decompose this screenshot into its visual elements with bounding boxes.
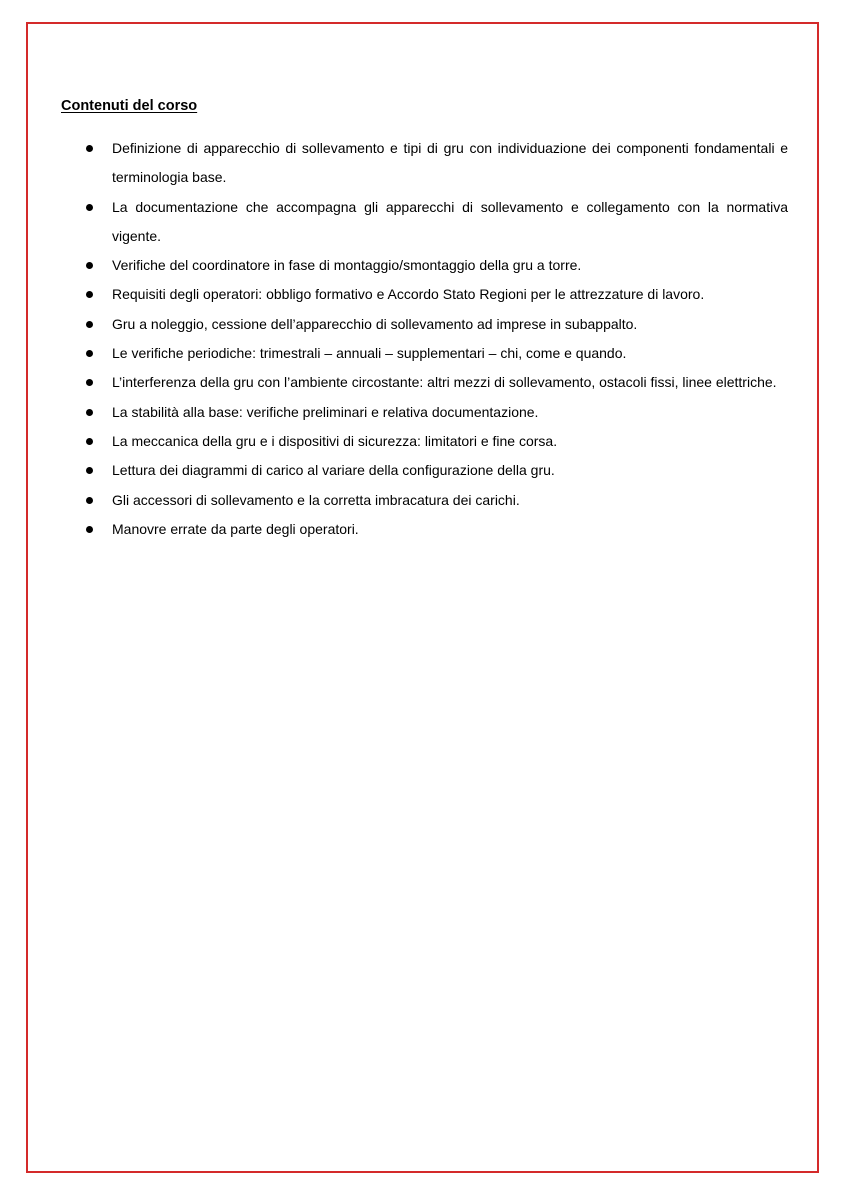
bullet-icon [86, 409, 93, 416]
list-item [83, 398, 788, 427]
course-contents-list [83, 134, 788, 544]
bullet-icon [86, 350, 93, 357]
list-item-text: La documentazione che accompagna gli apparecchi di sollevamento e collegamento con la normativa vigente. [112, 198, 788, 244]
bullet-icon [86, 321, 93, 328]
list-item-text: Lettura dei diagrammi di carico al variare della configurazione della gru. [112, 462, 555, 479]
bullet-icon [86, 497, 93, 504]
list-item [83, 368, 788, 397]
list-item [83, 310, 788, 339]
list-item [83, 193, 788, 252]
list-item-text: Manovre errate da parte degli operatori. [112, 520, 359, 537]
bullet-icon [86, 204, 93, 211]
list-item-text: Verifiche del coordinatore in fase di montaggio/smontaggio della gru a torre. [112, 257, 582, 274]
list-item [83, 339, 788, 368]
bullet-icon [86, 145, 93, 152]
list-item-text: Le verifiche periodiche: trimestrali – annuali – supplementari – chi, come e quando. [112, 345, 627, 362]
list-item-text: L’interferenza della gru con l’ambiente circostante: altri mezzi di sollevamento, ostacoli fissi, linee elettriche. [112, 374, 777, 391]
section-heading: Contenuti del corso [61, 98, 198, 114]
bullet-icon [86, 526, 93, 533]
bullet-icon [86, 262, 93, 269]
bullet-icon [86, 291, 93, 298]
list-item-text: La meccanica della gru e i dispositivi di sicurezza: limitatori e fine corsa. [112, 432, 558, 449]
list-item-text: La stabilità alla base: verifiche preliminari e relativa documentazione. [112, 403, 539, 420]
bullet-icon [86, 467, 93, 474]
list-item [83, 486, 788, 515]
list-item [83, 515, 788, 544]
list-item-text: Gru a noleggio, cessione dell’apparecchio di sollevamento ad imprese in subappalto. [112, 315, 638, 332]
list-item [83, 280, 788, 309]
bullet-icon [86, 379, 93, 386]
list-item [83, 456, 788, 485]
list-item [83, 134, 788, 193]
list-item-text: Definizione di apparecchio di sollevamento e tipi di gru con individuazione dei componenti fondamentali e terminologia base. [112, 140, 788, 186]
bullet-icon [86, 438, 93, 445]
list-item-text: Requisiti degli operatori: obbligo formativo e Accordo Stato Regioni per le attrezzature di lavoro. [112, 286, 705, 303]
list-item [83, 427, 788, 456]
list-item-text: Gli accessori di sollevamento e la corretta imbracatura dei carichi. [112, 491, 520, 508]
list-item [83, 251, 788, 280]
